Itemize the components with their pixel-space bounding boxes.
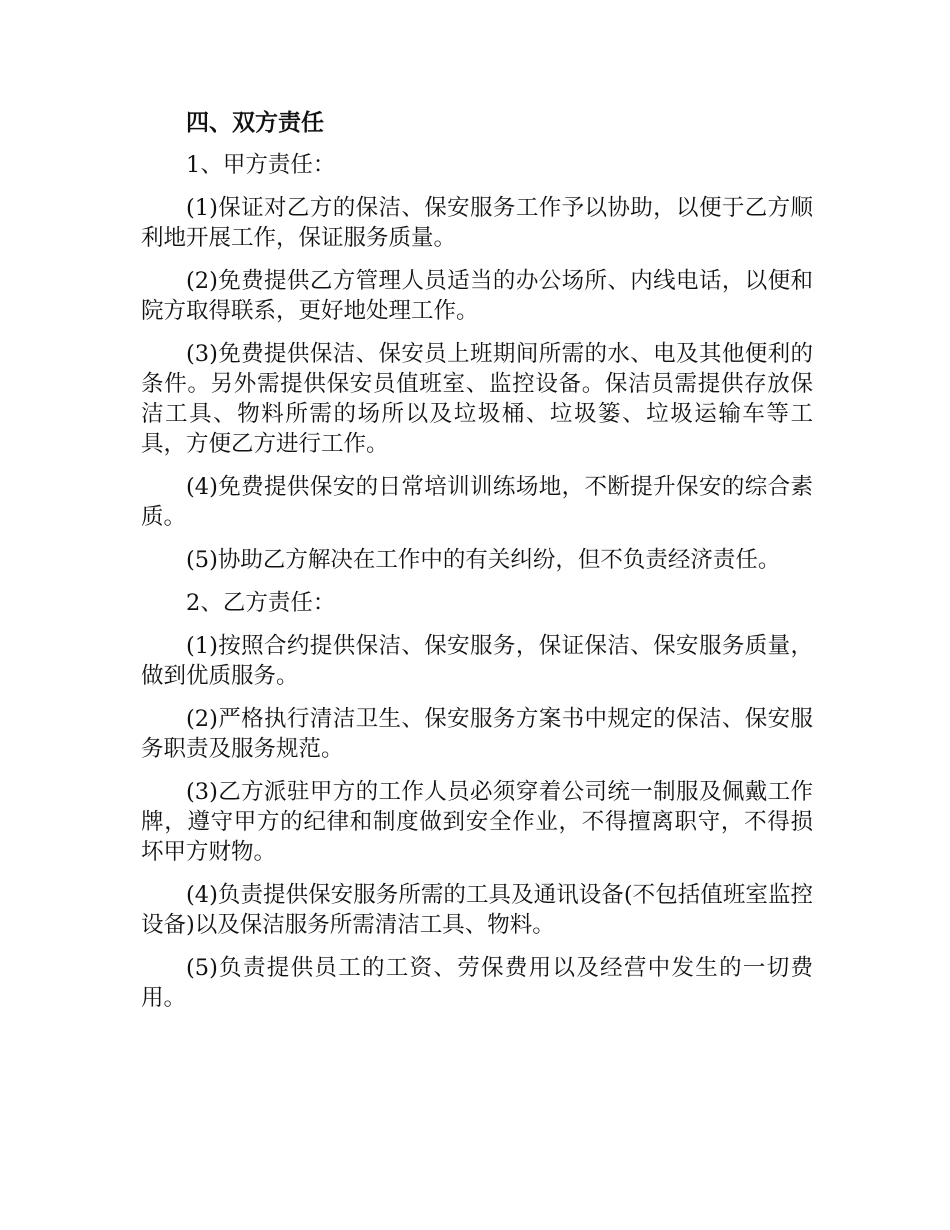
party-a-title: 1、甲方责任： — [186, 152, 336, 178]
party-a-item-3: (3)免费提供保洁、保安员上班期间所需的水、电及其他便利的条件。另外需提供保安员值班室、监控设备。保洁员需提供存放保洁工具、物料所需的场所以及垃圾桶、垃圾篓、垃圾运输车等工具，方便乙方进行工作。 — [141, 341, 813, 457]
section-heading: 四、双方责任 — [186, 109, 324, 136]
document-body — [141, 108, 813, 1026]
party-a-item-5: (5)协助乙方解决在工作中的有关纠纷，但不负责经济责任。 — [186, 547, 781, 573]
party-a-item-1: (1)保证对乙方的保洁、保安服务工作予以协助，以便于乙方顺利地开展工作，保证服务质量。 — [141, 195, 813, 251]
party-b-title: 2、乙方责任： — [186, 590, 336, 616]
party-b-item-4: (4)负责提供保安服务所需的工具及通讯设备(不包括值班室监控设备)以及保洁服务所需清洁工具、物料。 — [141, 882, 813, 938]
party-a-item-4: (4)免费提供保安的日常培训训练场地，不断提升保安的综合素质。 — [141, 474, 813, 530]
party-a-item-2: (2)免费提供乙方管理人员适当的办公场所、内线电话，以便和院方取得联系，更好地处理工作。 — [141, 268, 813, 324]
party-b-item-2: (2)严格执行清洁卫生、保安服务方案书中规定的保洁、保安服务职责及服务规范。 — [141, 706, 813, 762]
party-b-item-1: (1)按照合约提供保洁、保安服务，保证保洁、保安服务质量，做到优质服务。 — [141, 633, 813, 689]
party-b-item-5: (5)负责提供员工的工资、劳保费用以及经营中发生的一切费用。 — [141, 955, 813, 1011]
party-b-item-3: (3)乙方派驻甲方的工作人员必须穿着公司统一制服及佩戴工作牌，遵守甲方的纪律和制度做到安全作业，不得擅离职守，不得损坏甲方财物。 — [141, 779, 813, 865]
